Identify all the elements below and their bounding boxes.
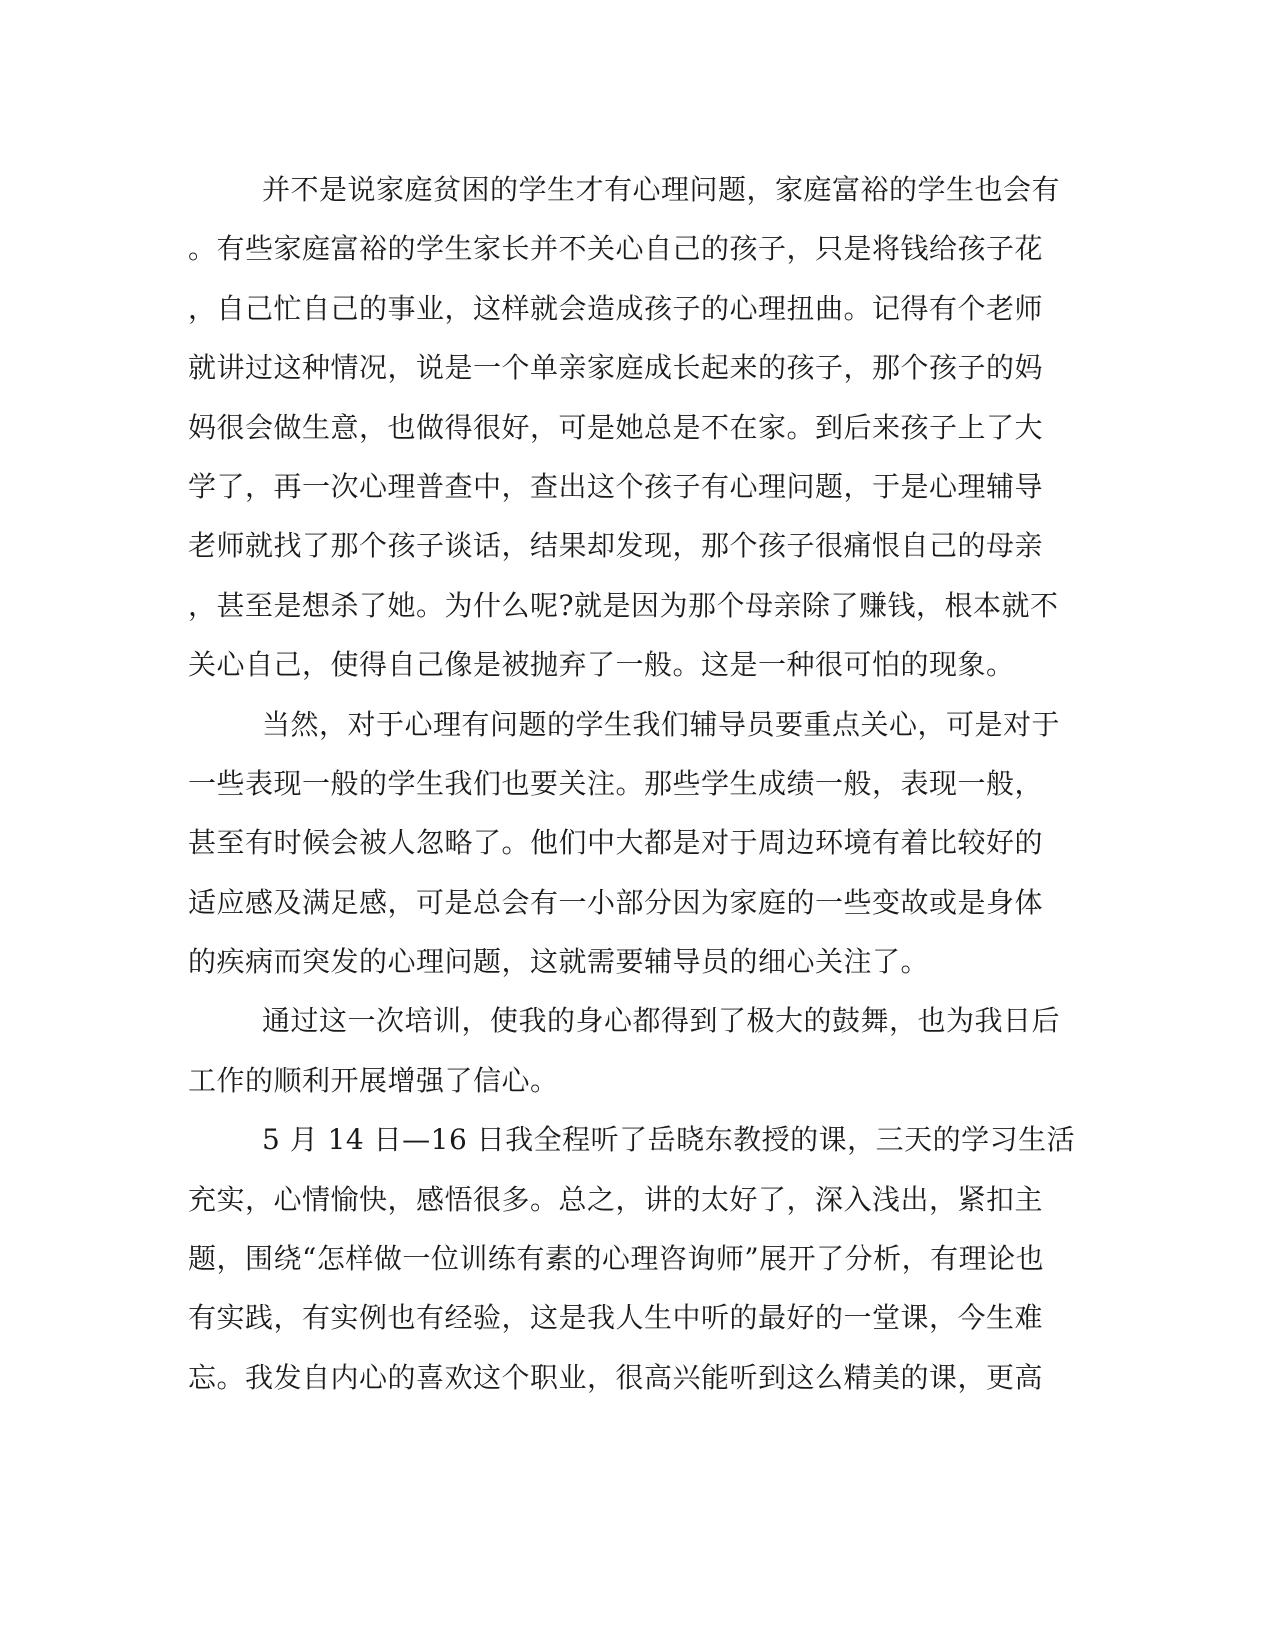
body-text [188,160,1076,1407]
text-line: 有实践，有实例也有经验，这是我人生中听的最好的一堂课，今生难 [188,1301,1044,1335]
text-line: 工作的顺利开展增强了信心。 [188,1063,559,1097]
text-line: 忘。我发自内心的喜欢这个职业，很高兴能听到这么精美的课，更高 [188,1360,1044,1394]
text-line: 甚至有时候会被人忽略了。他们中大都是对于周边环境有着比较好的 [188,826,1044,860]
text-line: 通过这一次培训，使我的身心都得到了极大的鼓舞，也为我日后 [262,1004,1061,1038]
text-line: 老师就找了那个孩子谈话，结果却发现，那个孩子很痛恨自己的母亲 [188,529,1044,563]
text-line: 关心自己，使得自己像是被抛弃了一般。这是一种很可怕的现象。 [188,648,1015,682]
text-line: 当然，对于心理有问题的学生我们辅导员要重点关心，可是对于 [262,707,1061,741]
text-line: ，甚至是想杀了她。为什么呢?就是因为那个母亲除了赚钱，根本就不 [188,588,1059,622]
text-line: ，自己忙自己的事业，这样就会造成孩子的心理扭曲。记得有个老师 [188,291,1044,325]
text-line: 一些表现一般的学生我们也要关注。那些学生成绩一般，表现一般， [188,766,1044,800]
text-line: 并不是说家庭贫困的学生才有心理问题，家庭富裕的学生也会有 [262,173,1061,206]
text-line: 。有些家庭富裕的学生家长并不关心自己的孩子，只是将钱给孩子花 [188,232,1044,266]
text-line: 5 月 14 日—16 日我全程听了岳晓东教授的课，三天的学习生活 [262,1123,1076,1157]
text-line: 就讲过这种情况，说是一个单亲家庭成长起来的孩子，那个孩子的妈 [188,351,1044,385]
text-line: 的疾病而突发的心理问题，这就需要辅导员的细心关注了。 [188,945,930,979]
text-line: 学了，再一次心理普查中，查出这个孩子有心理问题，于是心理辅导 [188,469,1044,503]
text-line: 充实，心情愉快，感悟很多。总之，讲的太好了，深入浅出，紧扣主 [188,1182,1044,1216]
text-line: 题，围绕“怎样做一位训练有素的心理咨询师”展开了分析，有理论也 [188,1242,1045,1276]
text-line: 适应感及满足感，可是总会有一小部分因为家庭的一些变故或是身体 [188,885,1044,919]
text-line: 妈很会做生意，也做得很好，可是她总是不在家。到后来孩子上了大 [188,410,1044,444]
